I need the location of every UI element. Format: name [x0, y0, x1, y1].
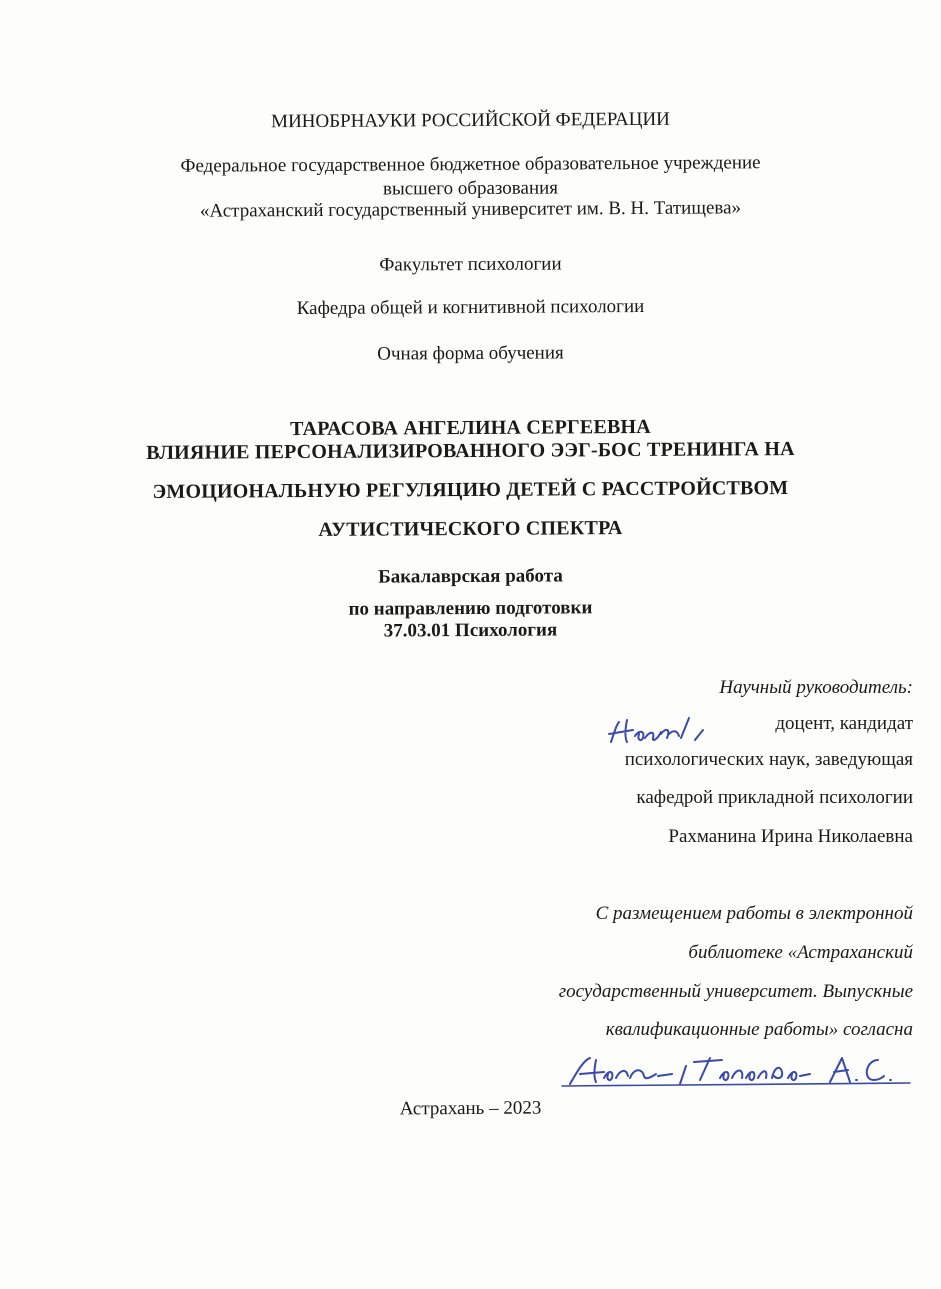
study-form: Очная форма обучения — [377, 342, 564, 365]
institution-line-2: высшего образования — [382, 177, 559, 200]
consent-signature — [560, 1050, 920, 1095]
direction-line-1: по направлению подготовки — [348, 597, 593, 620]
author-name: ТАРАСОВА АНГЕЛИНА СЕРГЕЕВНА — [290, 415, 651, 441]
thesis-title-line-3: АУТИСТИЧЕСКОГО СПЕКТРА — [318, 517, 623, 541]
thesis-title-line-2: ЭМОЦИОНАЛЬНУЮ РЕГУЛЯЦИЮ ДЕТЕЙ С РАССТРОЙСТВОМ — [152, 477, 789, 503]
consent-line-4: квалификационные работы» согласна — [605, 1019, 913, 1040]
institution-line-3: «Астраханский государственный университет им. В. Н. Татищева» — [199, 197, 742, 222]
department: Кафедра общей и когнитивной психологии — [296, 295, 645, 320]
institution-line-1: Федеральное государственное бюджетное образовательное учреждение — [180, 152, 761, 177]
faculty: Факультет психологии — [379, 253, 562, 276]
consent-line-3: государственный университет. Выпускные — [558, 981, 913, 1002]
supervisor-name: Рахманина Ирина Николаевна — [668, 826, 913, 847]
thesis-title-line-1: ВЛИЯНИЕ ПЕРСОНАЛИЗИРОВАННОГО ЭЭГ-БОС ТРЕНИНГА НА — [146, 438, 795, 464]
consent-line-2: библиотеке «Астраханский — [688, 942, 913, 963]
direction-line-2: 37.03.01 Психология — [383, 619, 558, 642]
consent-line-1: С размещением работы в электронной — [595, 903, 913, 924]
supervisor-signature — [605, 712, 725, 752]
ministry-heading: МИНОБРНАУКИ РОССИЙСКОЙ ФЕДЕРАЦИИ — [271, 108, 670, 133]
supervisor-label: Научный руководитель: — [719, 677, 913, 698]
work-type: Бакалаврская работа — [378, 565, 563, 588]
supervisor-position-line-1: доцент, кандидат — [775, 713, 913, 734]
supervisor-position-line-2: психологических наук, заведующая — [624, 749, 913, 770]
city-year: Астрахань – 2023 — [399, 1097, 542, 1120]
supervisor-position-line-3: кафедрой прикладной психологии — [636, 787, 913, 808]
